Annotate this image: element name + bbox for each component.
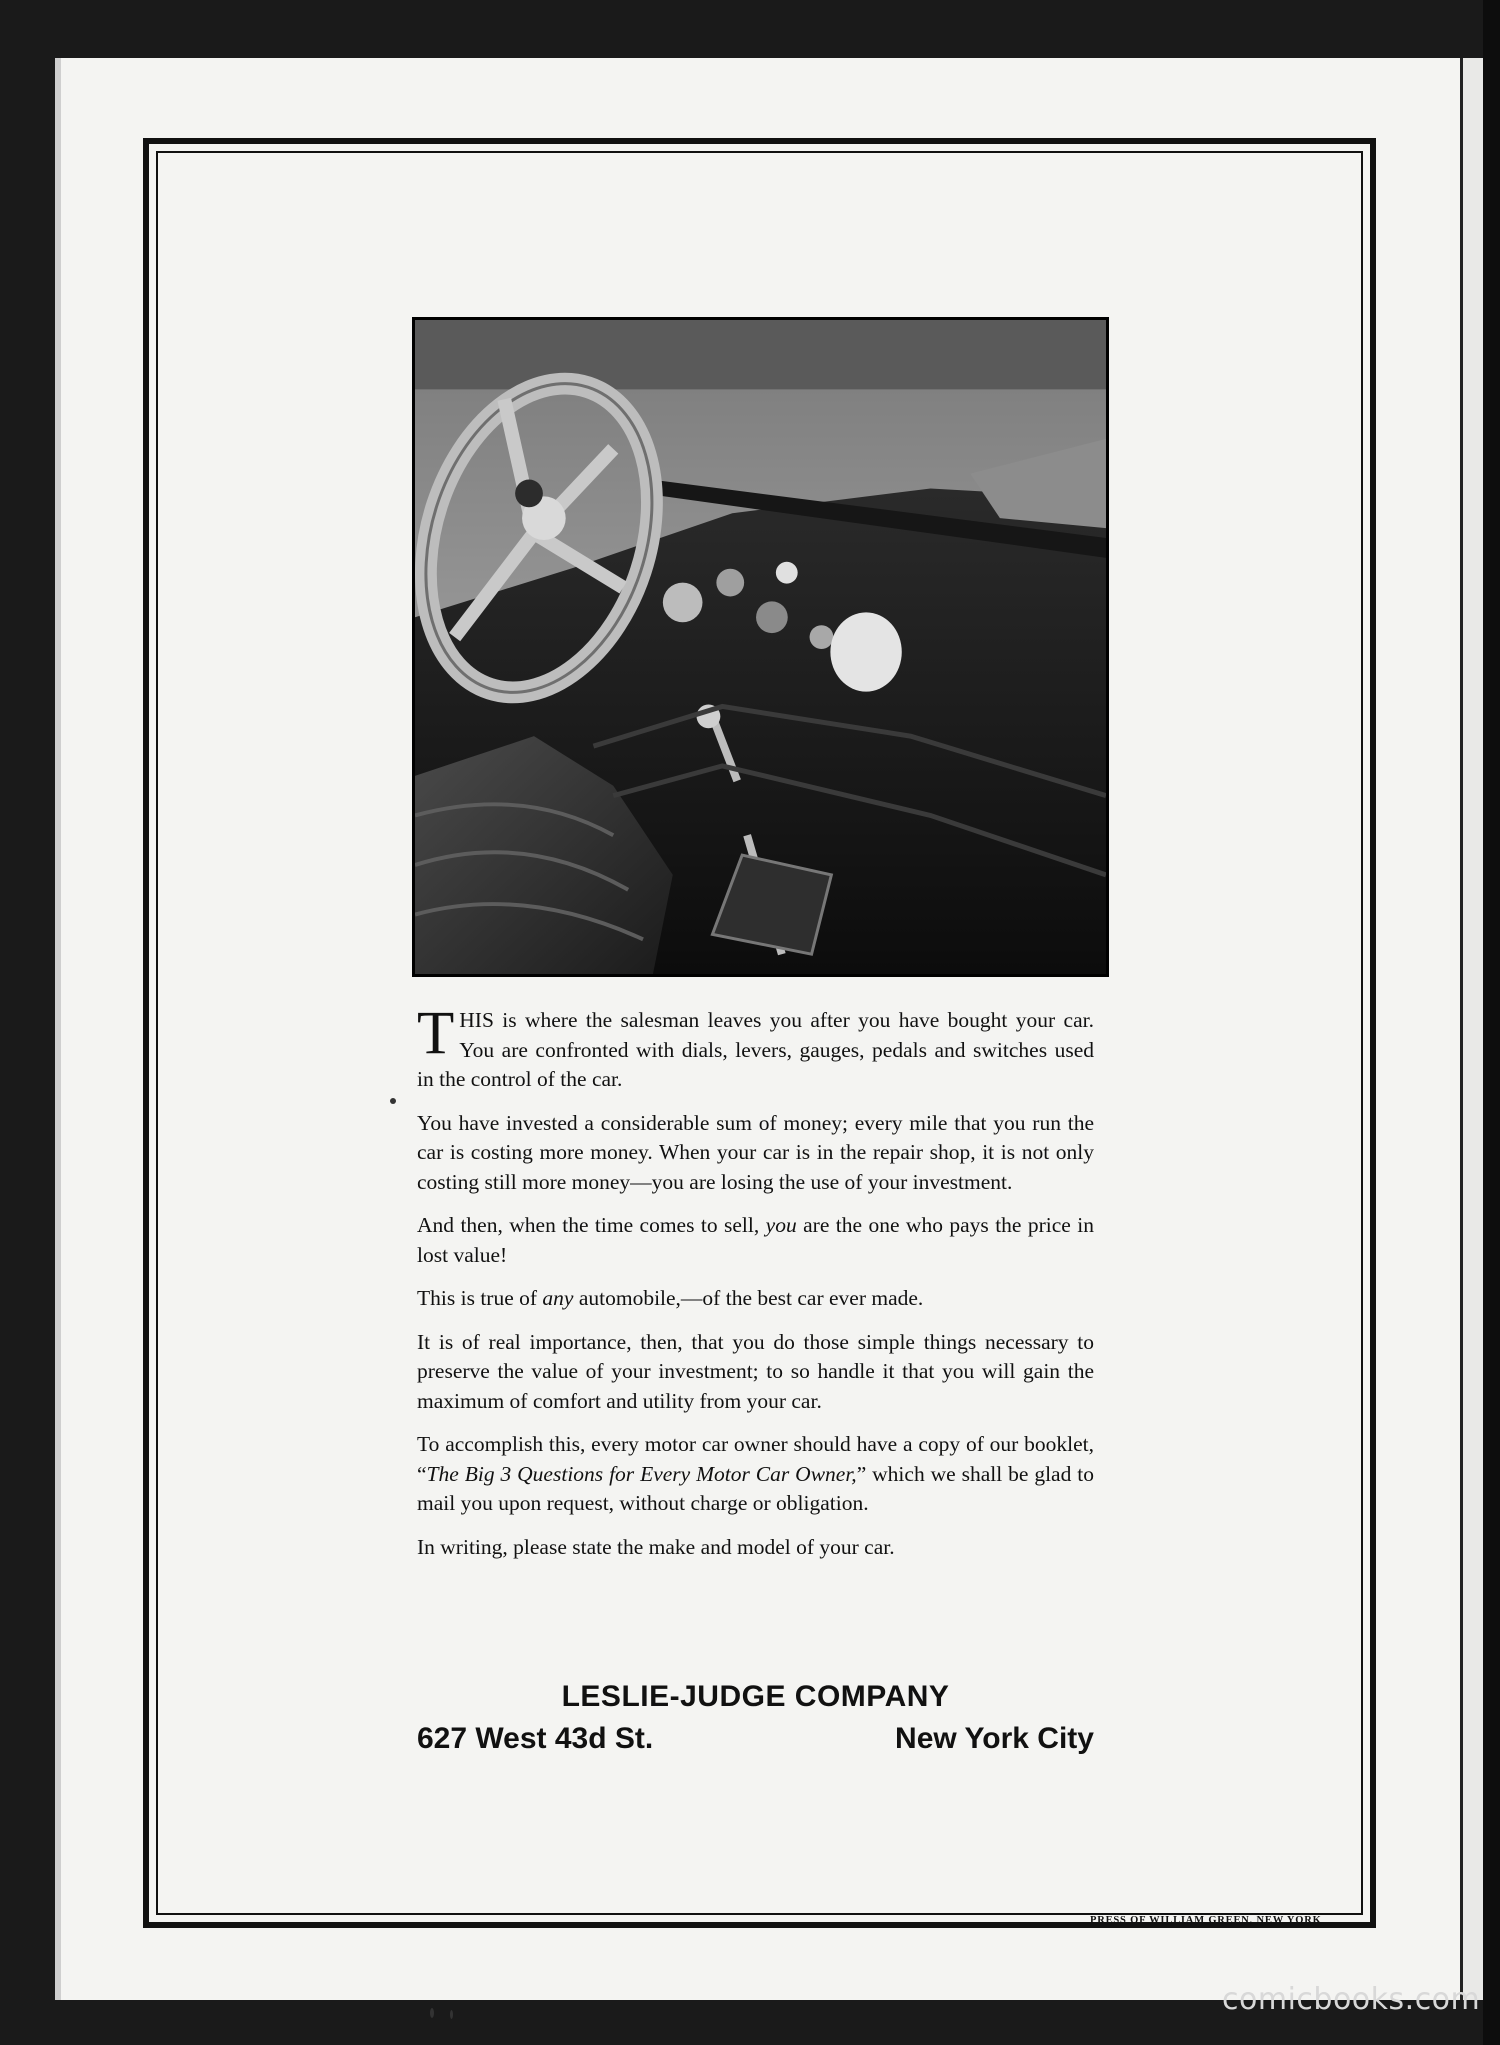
site-watermark: comicbooks.com — [1222, 1982, 1481, 2017]
paragraph-5: It is of real importance, then, that you do those simple things necessary to preserve the value of your investment; to so handle it that you will gain the maximum of comfort and utility from your car. — [417, 1329, 1094, 1413]
paragraph-6-lead: To accomplish this, every motor car owner should have a copy of our booklet, “ — [417, 1432, 1094, 1486]
paragraph-6 — [417, 1430, 1094, 1519]
paragraph-7: In writing, please state the make and model of your car. — [417, 1534, 895, 1559]
paragraph-3-emphasis: you — [765, 1213, 797, 1237]
car-interior-illustration — [415, 320, 1106, 974]
scan-border — [1483, 0, 1500, 2045]
paragraph-1-text: HIS is where the salesman leaves you after you have bought your car. You are confronted with dials, levers, gauges, pedals and switches used in the control of the car. — [417, 1008, 1094, 1091]
company-city: New York City — [895, 1722, 1094, 1755]
print-speck — [390, 1098, 396, 1104]
company-address-row — [417, 1722, 1094, 1756]
print-speck — [430, 2008, 434, 2018]
paragraph-3-tail: are the one who pays the price in lost value! — [417, 1213, 1094, 1267]
paragraph-4 — [417, 1284, 1094, 1314]
paragraph-1 — [417, 1000, 1094, 1095]
paragraph-4-lead: This is true of — [417, 1286, 543, 1310]
company-address: 627 West 43d St. — [417, 1722, 654, 1755]
paragraph-4-emphasis: any — [542, 1286, 574, 1310]
paragraph-4-tail: automobile,—of the best car ever made. — [573, 1286, 924, 1310]
paragraph-3-lead: And then, when the time comes to sell, — [417, 1213, 766, 1237]
paragraph-2: You have invested a considerable sum of money; every mile that you run the car is costing more money. When your car is in the repair shop, it is not only costing still more money—you are losing the use of your investment. — [417, 1110, 1094, 1194]
drop-cap: T — [417, 1000, 455, 1067]
paragraph-6-tail: ” which we shall be glad to mail you upon request, without charge or obligation. — [417, 1461, 1094, 1515]
car-interior-photo — [412, 317, 1109, 977]
paragraph-3 — [417, 1211, 1094, 1270]
press-credit: PRESS OF WILLIAM GREEN, NEW YORK — [1090, 1915, 1322, 1926]
company-signature — [417, 1680, 1094, 1756]
company-name: LESLIE-JUDGE COMPANY — [561, 1680, 950, 1713]
next-page-edge — [1460, 58, 1483, 2000]
ad-body-copy — [417, 1000, 1094, 1576]
booklet-title: The Big 3 Questions for Every Motor Car Owner, — [426, 1461, 857, 1486]
print-speck — [450, 2010, 453, 2019]
